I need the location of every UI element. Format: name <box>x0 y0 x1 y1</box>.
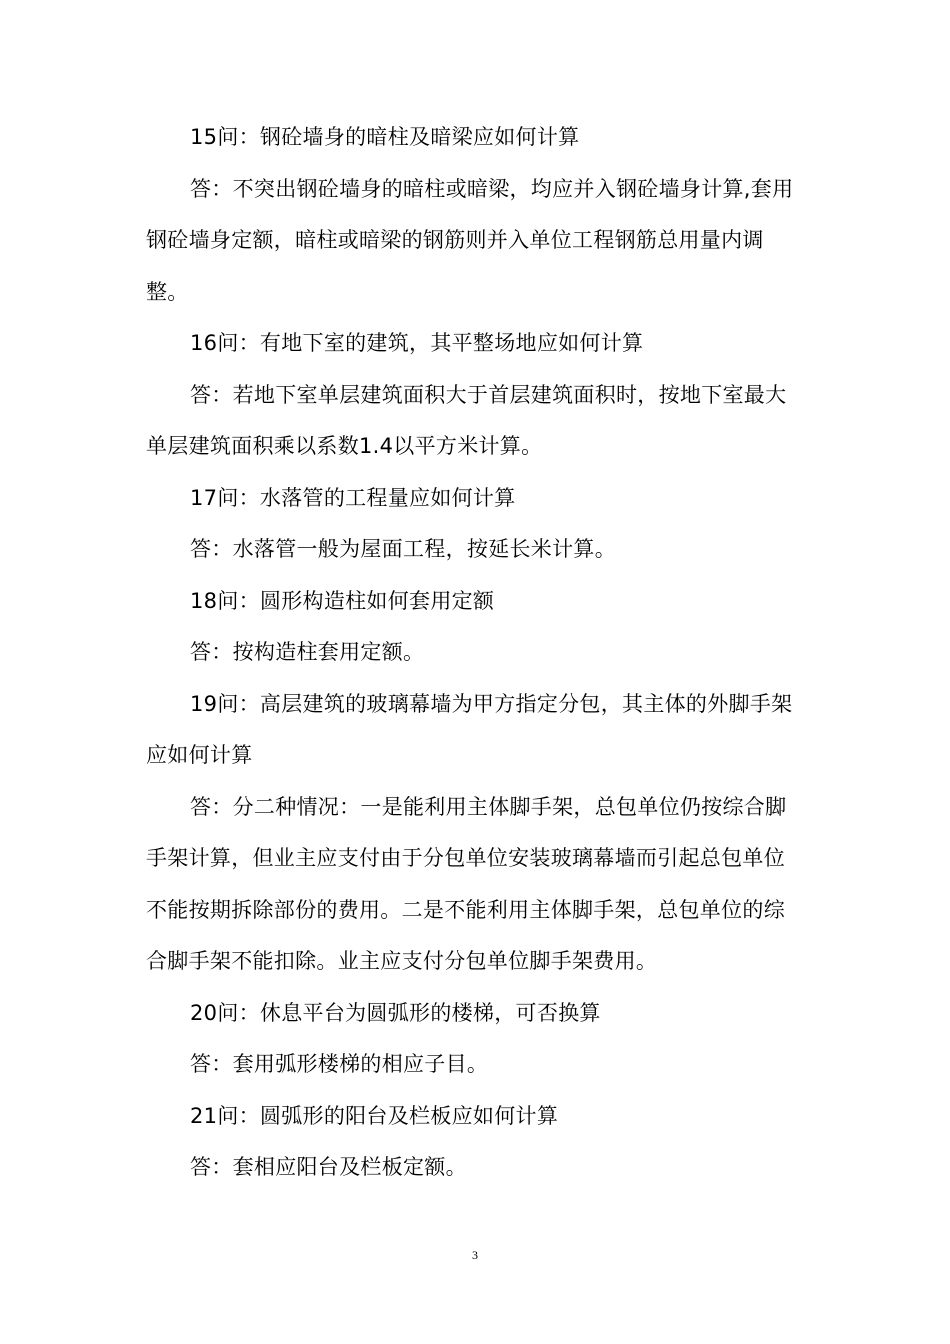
document-body <box>146 112 804 1194</box>
answer-19: 答：分二种情况：一是能利用主体脚手架，总包单位仍按综合脚手架计算，但业主应支付由于分包单位安装玻璃幕墙而引起总包单位不能按期拆除部份的费用。二是不能利用主体脚手架，总包单位的综合脚手架不能扣除。业主应支付分包单位脚手架费用。 <box>146 794 787 973</box>
question-19: 19问：高层建筑的玻璃幕墙为甲方指定分包，其主体的外脚手架应如何计算 <box>146 691 793 767</box>
question-16: 16问：有地下室的建筑，其平整场地应如何计算 <box>190 331 644 355</box>
answer-21: 答：套相应阳台及栏板定额。 <box>190 1155 467 1179</box>
answer-18: 答：按构造柱套用定额。 <box>190 640 425 664</box>
question-18: 18问：圆形构造柱如何套用定额 <box>190 588 495 613</box>
answer-20: 答：套用弧形楼梯的相应子目。 <box>190 1052 489 1076</box>
page-number: 3 <box>472 1248 478 1262</box>
question-20: 20问：休息平台为圆弧形的楼梯，可否换算 <box>190 1000 601 1025</box>
question-21: 21问：圆弧形的阳台及栏板应如何计算 <box>190 1103 559 1128</box>
question-15: 15问：钢砼墙身的暗柱及暗梁应如何计算 <box>190 125 580 149</box>
answer-15: 答：不突出钢砼墙身的暗柱或暗梁，均应并入钢砼墙身计算,套用钢砼墙身定额，暗柱或暗梁的钢筋则并入单位工程钢筋总用量内调整。 <box>146 176 794 304</box>
answer-16: 答：若地下室单层建筑面积大于首层建筑面积时，按地下室最大单层建筑面积乘以系数1.4以平方米计算。 <box>146 382 787 458</box>
question-17: 17问：水落管的工程量应如何计算 <box>190 485 516 510</box>
answer-17: 答：水落管一般为屋面工程，按延长米计算。 <box>190 537 616 561</box>
